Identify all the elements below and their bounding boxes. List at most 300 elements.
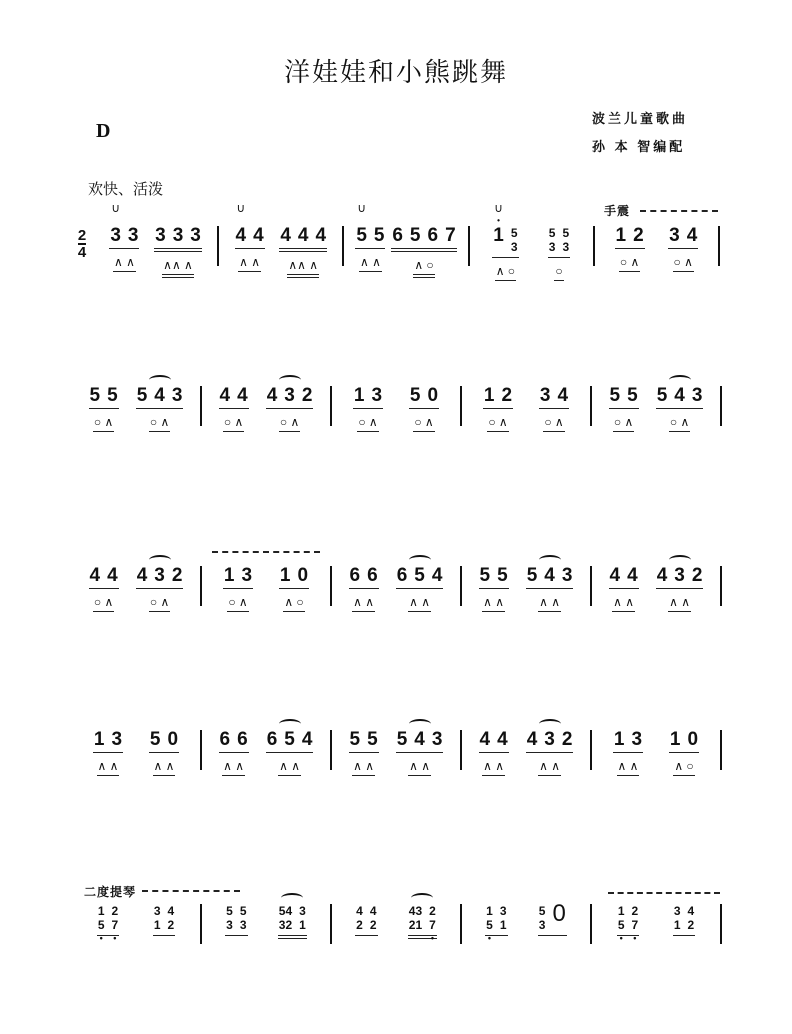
note [657, 566, 668, 585]
note-pitch: 1 [615, 225, 627, 246]
note-pitch: 5 [107, 385, 118, 406]
beat [89, 566, 119, 612]
beamed-notes [609, 386, 639, 409]
note [97, 904, 105, 943]
low-octave-dot: • [633, 933, 637, 943]
note-pitch: 1 [486, 904, 493, 918]
note [544, 566, 555, 585]
beamed-notes [136, 386, 184, 409]
measure [332, 729, 462, 773]
beamed-notes [538, 900, 567, 936]
bowing-marks: ○ ∧ [487, 415, 508, 432]
note-pitch: 2 [633, 225, 644, 246]
note-lower-pitch: 3 [226, 918, 233, 932]
note [511, 226, 518, 254]
note-pitch: 4 [154, 385, 165, 406]
bowing-marks: ∧ ∧ [352, 595, 375, 612]
note-pitch: 6 [367, 565, 378, 586]
note-pitch: 3 [539, 385, 551, 406]
slur-mark [669, 375, 691, 385]
note-pitch: 5 [89, 385, 101, 406]
note [552, 900, 566, 932]
note [220, 386, 231, 405]
note [500, 904, 507, 932]
note-pitch: 1 [97, 904, 105, 918]
slur-mark [281, 893, 303, 903]
beamed-notes [109, 201, 139, 249]
note [224, 566, 235, 585]
beamed-notes [656, 566, 704, 589]
note [397, 566, 408, 585]
second-violin-direction: 二度提琴 [84, 885, 137, 899]
note-lower-pitch: 2 [369, 918, 377, 932]
note-lower-pitch: 3 [538, 918, 546, 932]
beat [355, 904, 377, 936]
accent-mark: ∪ [357, 201, 366, 215]
beamed-notes [526, 566, 574, 589]
beat [483, 386, 513, 432]
note [350, 730, 361, 749]
measure [94, 201, 219, 272]
measure [344, 201, 469, 272]
bowing-marks: ○ ∧ [413, 415, 434, 432]
beat [609, 386, 639, 432]
note-pitch: 3 [127, 225, 139, 246]
bowing-marks: ○ ∧ [223, 415, 244, 432]
note [445, 226, 456, 245]
slur-mark [539, 555, 561, 565]
note [669, 226, 680, 245]
measure [202, 729, 332, 773]
note [549, 226, 556, 254]
measure [72, 904, 202, 944]
note-pitch: 5 [373, 225, 385, 246]
beamed-notes [669, 730, 699, 753]
low-octave-dot: • [619, 933, 623, 943]
beamed-notes [668, 226, 698, 249]
note [632, 730, 643, 749]
note [284, 730, 295, 749]
note-pitch: 3 [371, 385, 383, 406]
bowing-marks: ∧ ∧ [612, 595, 635, 612]
beamed-notes [219, 386, 249, 409]
note [558, 386, 569, 405]
bowing-marks: ∧ ∧ [538, 759, 561, 776]
note-pitch: 1 [493, 225, 504, 246]
note-lower-pitch: 32 [278, 918, 293, 932]
bowing-marks: ∧ ∧ [408, 759, 431, 776]
note-pitch: 4 [686, 225, 698, 246]
note [374, 226, 385, 245]
note-pitch: 2 [501, 385, 513, 406]
note [137, 386, 148, 405]
note-pitch: 6 [219, 729, 231, 750]
note-pitch: 6 [427, 225, 439, 246]
note-pitch: 43 [408, 904, 423, 918]
note-pitch: 1 [613, 729, 625, 750]
note [392, 226, 403, 245]
note-pitch: 1 [669, 729, 681, 750]
beat [479, 566, 509, 612]
note-pitch: 4 [687, 904, 695, 918]
bowing-marks: ○ ∧ [619, 255, 640, 272]
note [674, 904, 681, 932]
note-pitch: 5 [497, 565, 508, 586]
note [428, 386, 439, 405]
beamed-notes [613, 730, 643, 753]
note [128, 226, 139, 245]
note-pitch: 4 [315, 225, 327, 246]
note-pitch: 4 [280, 225, 291, 246]
bowing-marks: ∧ ∧ [617, 759, 640, 776]
note-pitch: 3 [155, 225, 166, 246]
note [610, 386, 621, 405]
note [172, 386, 183, 405]
note [674, 566, 685, 585]
note-pitch: 5 [548, 226, 556, 240]
beamed-notes [492, 201, 518, 258]
bowing-marks: ○ ∧ [149, 415, 170, 432]
beat [538, 900, 567, 936]
bowing-marks: ○ ∧ [543, 415, 564, 432]
note-pitch: 4 [297, 225, 309, 246]
note-pitch: 3 [561, 565, 573, 586]
note-pitch: 4 [136, 565, 148, 586]
note [267, 730, 278, 749]
beat [266, 386, 314, 432]
note [527, 566, 538, 585]
note-pitch: 7 [445, 225, 456, 246]
staff-system-4 [72, 730, 722, 790]
note-pitch: 4 [253, 225, 264, 246]
note [432, 730, 443, 749]
note-pitch: 3 [154, 565, 165, 586]
note-lower-pitch: 2 [687, 918, 695, 932]
note-lower-pitch: 1 [153, 918, 161, 932]
note [150, 730, 161, 749]
note-pitch: 0 [167, 729, 179, 750]
note-pitch: 6 [237, 729, 248, 750]
measure [462, 565, 592, 609]
measure [592, 565, 722, 609]
note-pitch: 1 [353, 385, 365, 406]
note [540, 386, 551, 405]
bowing-marks: ∧ ○ [283, 595, 304, 612]
note-lower-pitch: 1 [499, 918, 507, 932]
beamed-notes [154, 226, 202, 252]
measure [202, 385, 332, 429]
beat [526, 730, 574, 776]
note [354, 386, 365, 405]
note-pitch: 2 [429, 904, 436, 918]
bowing-marks: ∧ ∧ [113, 255, 136, 272]
beamed-notes [355, 201, 385, 249]
beamed-notes [353, 386, 383, 409]
beat [219, 730, 249, 776]
beamed-notes [409, 386, 439, 409]
slur-mark [409, 719, 431, 729]
beamed-notes [278, 904, 307, 939]
note-pitch: 4 [356, 904, 363, 918]
note [90, 566, 101, 585]
note-pitch: 0 [297, 565, 309, 586]
note-pitch: 5 [510, 226, 518, 240]
note-pitch: 4 [609, 565, 621, 586]
beamed-notes [279, 566, 309, 589]
note [267, 386, 278, 405]
note [627, 566, 638, 585]
bowing-marks: ∧ ○ [673, 759, 694, 776]
beat [669, 730, 699, 776]
note [298, 566, 309, 585]
measure [470, 201, 595, 278]
note [617, 904, 625, 943]
note [154, 386, 165, 405]
beamed-notes [479, 566, 509, 589]
note-pitch: 4 [219, 385, 231, 406]
note-lower-pitch: 7 [111, 918, 119, 932]
beamed-notes [93, 730, 123, 753]
note [190, 226, 201, 245]
note-pitch: 3 [691, 385, 703, 406]
measure [332, 565, 462, 609]
note [527, 730, 538, 749]
note-pitch: 1 [617, 904, 625, 918]
beamed-notes [89, 386, 119, 409]
bowing-marks: ∧ ∧ [153, 759, 176, 776]
slur-mark [409, 555, 431, 565]
beat [278, 904, 307, 939]
note-lower-pitch: 5 [617, 918, 625, 932]
bowing-marks: ∧ ∧ [408, 595, 431, 612]
note-pitch: 3 [431, 729, 443, 750]
note [154, 566, 165, 585]
note-pitch: 3 [172, 225, 184, 246]
note [631, 904, 639, 943]
note [155, 226, 166, 245]
measure [462, 729, 592, 773]
beat [235, 201, 265, 272]
note-pitch: 5 [367, 729, 378, 750]
note [172, 566, 183, 585]
measure [592, 385, 722, 429]
note-pitch: 2 [171, 565, 183, 586]
beamed-notes [266, 386, 314, 409]
bowing-marks: ∧ ○ [495, 264, 516, 281]
note-pitch: 3 [284, 385, 295, 406]
beat [353, 386, 383, 432]
note-pitch: 5 [414, 565, 425, 586]
note-pitch: 3 [674, 565, 685, 586]
note [688, 730, 699, 749]
beat [609, 566, 639, 612]
bowing-marks: ∧ ∧ [352, 759, 375, 776]
staff-system-2 [72, 386, 722, 446]
origin-credit: 波兰儿童歌曲 [592, 111, 689, 126]
bowing-marks: ○ ∧ [673, 255, 694, 272]
bowing-marks: ○ ∧ [227, 595, 248, 612]
beat [539, 386, 569, 432]
bowing-marks: ○ [554, 264, 563, 281]
beamed-notes [225, 904, 247, 936]
beat [485, 904, 507, 943]
note-pitch: 5 [409, 225, 421, 246]
beat [219, 386, 249, 432]
beat [408, 904, 437, 943]
measure [592, 904, 722, 944]
beat [279, 566, 309, 612]
beat [656, 386, 704, 432]
beamed-notes [617, 904, 639, 943]
note-pitch: 4 [235, 225, 247, 246]
beamed-notes [408, 904, 437, 943]
beat [396, 566, 444, 612]
bowing-marks: ∧ ∧ [668, 595, 691, 612]
tremolo-extension-line [640, 210, 718, 212]
note-pitch: 4 [431, 565, 443, 586]
bowing-marks: ∧ ∧ [97, 759, 120, 776]
bracket-line [212, 551, 320, 553]
beamed-notes [136, 566, 184, 589]
note-pitch: 6 [392, 225, 403, 246]
accent-mark: ∪ [111, 201, 120, 215]
slur-mark [149, 375, 171, 385]
beamed-notes [609, 566, 639, 589]
low-octave-dot: • [113, 933, 117, 943]
beamed-notes [673, 904, 695, 936]
high-octave-dot: • [497, 216, 500, 225]
note [316, 226, 327, 245]
bowing-marks: ∧ ∧ [482, 595, 505, 612]
time-signature [70, 228, 94, 260]
note-pitch: 3 [669, 225, 680, 246]
note [280, 566, 291, 585]
beat [225, 904, 247, 936]
low-octave-dot: • [99, 933, 103, 943]
note [497, 566, 508, 585]
note-lower-pitch: 7 [631, 918, 639, 932]
note [429, 904, 436, 943]
beat [349, 730, 379, 776]
note [367, 730, 378, 749]
beat [136, 566, 184, 612]
note [107, 566, 118, 585]
bowing-marks: ○ ∧ [669, 415, 690, 432]
note-pitch: 4 [674, 385, 685, 406]
beamed-notes [279, 226, 327, 252]
bowing-marks: ∧ ∧ [482, 759, 505, 776]
note [242, 566, 253, 585]
beamed-notes [391, 226, 456, 252]
beamed-notes [349, 566, 379, 589]
beat [668, 226, 698, 272]
note [502, 386, 513, 405]
time-signature-bottom: 4 [77, 244, 87, 261]
note-pitch: 3 [544, 729, 555, 750]
note-pitch: 5 [149, 729, 161, 750]
note [414, 566, 425, 585]
beat [355, 201, 385, 272]
beat [93, 730, 123, 776]
beamed-notes [149, 730, 179, 753]
beamed-notes [483, 386, 513, 409]
note-pitch: 6 [396, 565, 408, 586]
beamed-notes [615, 226, 645, 249]
slur-mark [279, 719, 301, 729]
measure [332, 904, 462, 944]
note [414, 730, 425, 749]
beamed-notes [223, 566, 253, 589]
beat [154, 226, 202, 278]
note [497, 730, 508, 749]
slur-mark [539, 719, 561, 729]
measure [592, 729, 722, 773]
note-pitch: 4 [479, 729, 491, 750]
note-lower-pitch: 3 [562, 240, 570, 254]
note [280, 226, 291, 245]
slur-mark [669, 555, 691, 565]
note-pitch: 4 [301, 729, 313, 750]
score-title: 洋娃娃和小熊跳舞 [283, 58, 508, 88]
bowing-marks: ○ ∧ [613, 415, 634, 432]
note [173, 226, 184, 245]
note-pitch: 4 [89, 565, 101, 586]
note [432, 566, 443, 585]
note [692, 566, 703, 585]
note-pitch: 5 [627, 385, 638, 406]
note-pitch: 5 [284, 729, 295, 750]
note [486, 904, 493, 943]
beamed-notes [89, 566, 119, 589]
note [110, 201, 121, 246]
note [302, 730, 313, 749]
beat [279, 226, 327, 278]
note [480, 730, 491, 749]
note [235, 201, 247, 246]
note [410, 386, 421, 405]
note [253, 226, 264, 245]
tremolo-direction: 手震 [604, 204, 631, 218]
measure [462, 385, 592, 429]
measure [595, 225, 720, 269]
note-pitch: 4 [557, 385, 569, 406]
key-signature: D [96, 120, 111, 142]
note-pitch: 5 [396, 729, 408, 750]
note-pitch: 3 [673, 904, 681, 918]
note [397, 730, 408, 749]
note [112, 730, 123, 749]
note-pitch: 4 [369, 904, 377, 918]
beat [617, 904, 639, 943]
measure [72, 729, 202, 773]
measure [219, 201, 344, 272]
note-lower-pitch: 7 [429, 918, 436, 932]
bowing-marks: ∧ ∧ [222, 759, 245, 776]
note [539, 904, 546, 932]
beamed-notes [539, 386, 569, 409]
note-pitch: 2 [561, 729, 573, 750]
note-pitch: 6 [349, 565, 361, 586]
note [350, 566, 361, 585]
note-pitch: 1 [483, 385, 495, 406]
beat [223, 566, 253, 612]
note-pitch: 4 [627, 565, 638, 586]
note-pitch: 1 [223, 565, 235, 586]
note [168, 730, 179, 749]
note [237, 730, 248, 749]
bowing-marks: ∧ ∧ [538, 595, 561, 612]
measure [202, 565, 332, 609]
